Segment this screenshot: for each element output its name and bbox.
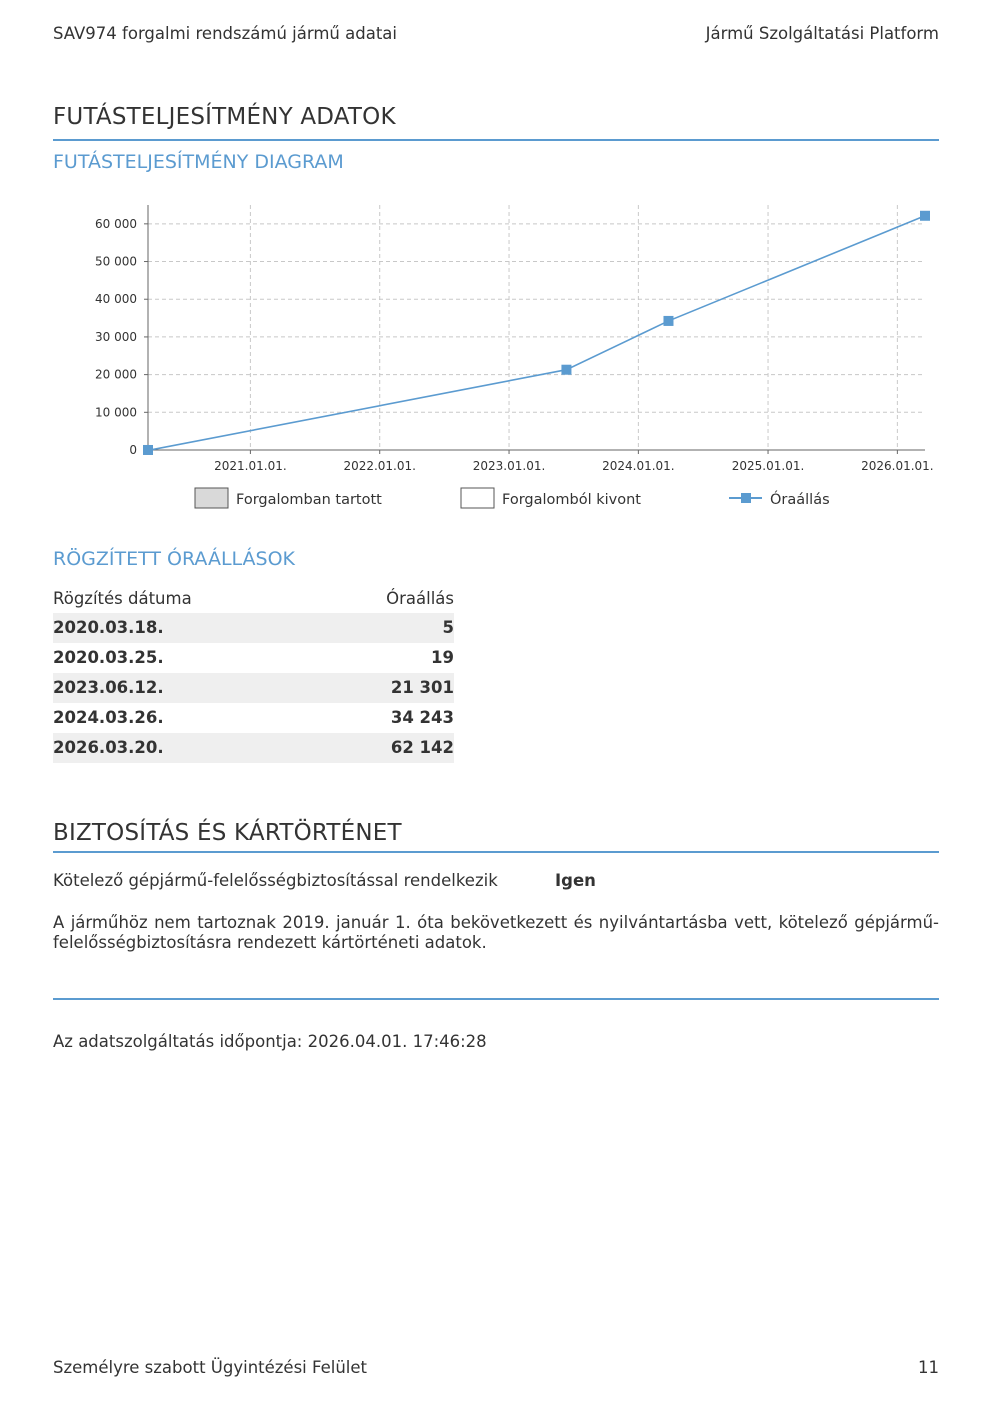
legend-swatch bbox=[461, 488, 494, 508]
chart-grid bbox=[148, 205, 925, 450]
section-divider bbox=[53, 139, 939, 141]
insurance-label: Kötelező gépjármű-felelősségbiztosítással rendelkezik bbox=[53, 871, 498, 890]
reading-date: 2023.06.12. bbox=[53, 678, 164, 697]
y-tick-label: 0 bbox=[129, 443, 137, 457]
insurance-section-title: BIZTOSÍTÁS ÉS KÁRTÖRTÉNET bbox=[53, 820, 402, 846]
x-tick-label: 2022.01.01. bbox=[343, 459, 416, 473]
mileage-chart bbox=[53, 190, 939, 525]
x-tick-label: 2023.01.01. bbox=[472, 459, 546, 473]
reading-date: 2020.03.18. bbox=[53, 618, 164, 637]
section-divider bbox=[53, 851, 939, 853]
legend-label: Forgalomban tartott bbox=[236, 492, 382, 508]
chart-legend bbox=[195, 488, 830, 508]
reading-value: 62 142 bbox=[390, 738, 454, 757]
y-tick-label: 50 000 bbox=[95, 254, 137, 269]
x-tick-label: 2021.01.01. bbox=[214, 459, 287, 473]
y-tick-label: 10 000 bbox=[95, 405, 137, 420]
header-vehicle-title: SAV974 forgalmi rendszámú jármű adatai bbox=[53, 24, 397, 43]
data-point-marker bbox=[663, 316, 673, 326]
claims-history-note: A járműhöz nem tartoznak 2019. január 1. óta bekövetkezett és nyilvántartásba vett, kötelező gépjármű-felelősségbiztosításra rendezett kártörténeti adatok. bbox=[53, 913, 939, 952]
reading-value: 5 bbox=[442, 618, 454, 637]
chart-series bbox=[143, 211, 930, 455]
section-divider bbox=[53, 998, 939, 1000]
reading-date: 2024.03.26. bbox=[53, 708, 164, 727]
y-tick-label: 30 000 bbox=[95, 329, 137, 344]
column-header-date: Rögzítés dátuma bbox=[53, 589, 192, 608]
data-point-marker bbox=[920, 211, 930, 221]
table-row bbox=[53, 613, 454, 643]
legend-label: Forgalomból kivont bbox=[502, 492, 641, 508]
reading-value: 34 243 bbox=[390, 708, 454, 727]
column-header-value: Óraállás bbox=[386, 589, 454, 608]
x-axis-ticks bbox=[214, 459, 933, 473]
y-axis-ticks bbox=[95, 217, 137, 457]
data-point-marker bbox=[143, 445, 153, 455]
mileage-section-title: FUTÁSTELJESÍTMÉNY ADATOK bbox=[53, 104, 396, 130]
data-timestamp: Az adatszolgáltatás időpontja: 2026.04.01. 17:46:28 bbox=[53, 1032, 487, 1051]
y-tick-label: 20 000 bbox=[95, 367, 137, 382]
mileage-chart-title: FUTÁSTELJESÍTMÉNY DIAGRAM bbox=[53, 151, 344, 173]
y-tick-label: 40 000 bbox=[95, 292, 137, 307]
legend-marker bbox=[741, 493, 751, 503]
readings-table bbox=[53, 585, 454, 763]
readings-title: RÖGZÍTETT ÓRAÁLLÁSOK bbox=[53, 548, 296, 570]
x-tick-label: 2025.01.01. bbox=[731, 459, 805, 473]
footer-interface-name: Személyre szabott Ügyintézési Felület bbox=[53, 1358, 367, 1377]
legend-label: Óraállás bbox=[770, 492, 830, 508]
table-header bbox=[53, 585, 454, 613]
insurance-value: Igen bbox=[555, 871, 596, 890]
table-row bbox=[53, 673, 454, 703]
table-row bbox=[53, 703, 454, 733]
reading-date: 2026.03.20. bbox=[53, 738, 164, 757]
reading-value: 19 bbox=[431, 648, 454, 667]
page-number: 11 bbox=[918, 1358, 939, 1377]
data-point-marker bbox=[561, 365, 571, 375]
reading-value: 21 301 bbox=[390, 678, 454, 697]
table-row bbox=[53, 643, 454, 673]
y-tick-label: 60 000 bbox=[95, 216, 137, 231]
x-tick-label: 2024.01.01. bbox=[602, 459, 675, 473]
x-tick-label: 2026.01.01. bbox=[861, 459, 934, 473]
reading-date: 2020.03.25. bbox=[53, 648, 164, 667]
chart-axes bbox=[144, 205, 925, 454]
header-platform-name: Jármű Szolgáltatási Platform bbox=[705, 24, 939, 43]
series-line bbox=[148, 216, 925, 450]
legend-swatch bbox=[195, 488, 228, 508]
table-row bbox=[53, 733, 454, 763]
